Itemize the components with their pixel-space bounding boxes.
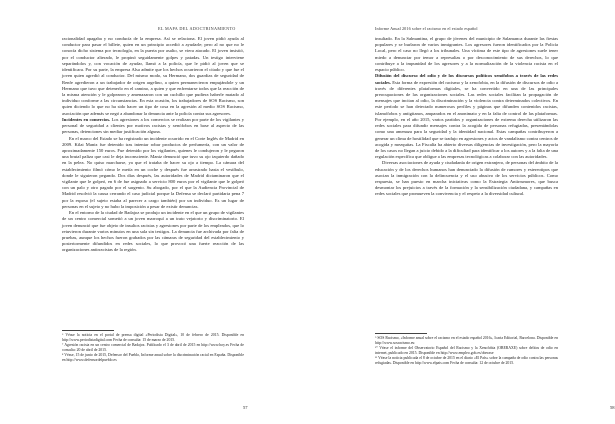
footnote-rule [375,333,427,334]
paragraph: racionalidad apagaba y no conducía de la empresa. Así se relaciona. El joven pidió ayuda al conductor para pasar el billete, quien en un principio accedió a ayudarle; pero al no que no le conocía dicho sistema por tecnología, en la puerta por asalto, se viera atacado. El joven insistió, por el conductor alterado, le propinó seguidamente golpes y patadas. Un testigo interviene separándolos y, con vocación de ayudar, llamó a la policía, que le pidió al joven que se identificara. Por su parte, la empresa Alsa admite que los hechos ocurrieron el citado y que fue el joven quien agredió al conductor. Del mismo modo, su Hermano, dos guardias de seguridad de Renfe agredieron a un trabajador de origen argelino, a quien permanecieron empujándole y un Hermano que tuvo que detenerlo en el camino, a quien y que enfrentarse todos que la reacción de la misma atención y le golpearon y amenazaron con un cuchillo que pudiera haberle matado al individuo conforme a las circunstancias. En esta ocasión, los trabajadores de SOS Racismo, son quien diciendo lo que no ha sido hacer un tipo de cosa en la agresión al medio SOS Racismo, asociación que además se negó a abandonar la denuncia ante la policía contra sus agresores. [62,36,244,116]
body-text [375,36,558,198]
paragraph: Difusión del discurso del odio y de los discursos políticos xenófobos a través de las redes sociales. Esta forma de expresión del racismo y la xenofobia, en la difusión de discursos de odio a través de diferentes plataformas digitales, se ha convertido en una de las principales preocupaciones de las organizaciones sociales. Las redes sociales facilitan la propagación de mensajes que incitan al odio, la discriminación y la violencia contra determinados colectivos. En este período se han detectado numerosos perfiles y páginas que difunden contenidos racistas, islamófobos y antigitanos, amparados en el anonimato y en la falta de control de las plataformas. Por ejemplo, en el año 2015, varios partidos y organizaciones de extrema derecha utilizaron las redes sociales para difundir mensajes contra la acogida de personas refugiadas, presentándolas como una amenaza para la seguridad y la identidad nacional. Estas campañas contribuyeron a generar un clima de hostilidad que se tradujo en agresiones y actos de vandalismo contra centros de acogida y mezquitas. La Fiscalía ha abierto diversas diligencias de investigación, pero la mayoría de los casos no llegan a juicio debido a la dificultad para identificar a los autores y a la falta de una regulación específica que obligue a las empresas tecnológicas a colaborar con las autoridades. [375,73,558,160]
footnote: ¹¹ Véase la noticia publicada el 8 de octubre de 2015 en el diario «El País» sobre la campaña de odio contra las personas refugiadas. Disponible en http://www.elpais.com Fecha de consulta: 12 de octubre de 2015. [375,356,558,366]
left-page [0,0,300,424]
footnote: ⁶ Véase la noticia en el portal de prensa digital «Periodista Digital», 10 de febrero de 2015. Disponible en http://www.periodistadigital.com Fecha de consulta: 15 de marzo de 2015. [62,332,244,342]
running-header: Informe Anual 2016 sobre el racismo en el estado español [375,26,478,31]
footnote: ⁸ Véase, 15 de junio de 2015, Defensor del Pueblo, Informe anual sobre la discriminación racial en España. Disponible en http://www.defensordelpueblo.es [62,353,244,363]
footnotes [62,330,244,363]
footnote: ⁹ SOS Racismo, «Informe anual sobre el racismo en el estado español 2016», Icaria Editorial, Barcelona. Disponible en http://www.sosracismo.eu [375,335,558,345]
paragraph: En el entorno de la ciudad de Badajoz se produjo un incidente en el que un grupo de vigilantes de un centro comercial sometió a un joven marroquí a un trato vejatorio y discriminatorio. El joven denunció que fue objeto de insultos racistas y agresiones por parte de los empleados, que lo retuvieron durante varios minutos en una sala sin testigos. La denuncia fue archivada por falta de pruebas, aunque los hechos fueron grabados por las cámaras de seguridad del establecimiento y posteriormente difundidos en redes sociales, lo que provocó una fuerte reacción de las organizaciones antirracistas de la región. [62,210,244,253]
body-text [62,36,244,254]
paragraph: Incidentes en comercios. Los agresiones a los comercios se realizan por parte de los vigilantes y personal de seguridad a clientes por motivos racistas y xenófobos en base al aspecto de las personas, detenciones sin mediar justificación alguna. [62,116,244,135]
footnotes [375,333,558,366]
page-number: 58 [610,405,615,410]
paragraph: insultado. En la Salmantina, el grupo de jóvenes del municipio de Salamanca durante las fiestas populares y se burlaron de varios inmigrantes. Los agresores fueron identificados por la Policía Local, pero el caso no llegó a los tribunales. Una víctima de este tipo de agresiones suele tener miedo a denunciar por temor a represalias o por desconocimiento de sus derechos, lo que contribuye a la impunidad de los agresores y a la normalización de la violencia racista en el espacio público. [375,36,558,73]
paragraph: En el marco del Estado se ha registrado un incidente ocurrido en el Corte Inglés de Madrid en 2009. Kilai Maniz fue detenido tras intentar robar productos de perfumería, con un valor de aproximadamente 150 euros. Fue detenido por los vigilantes, quienes le condujeron y le pegaron una brutal paliza que casi le deja inconsciente. Maniz denunció que tuvo su ojo izquierdo dañado en la pelea. No quiso marcharse, ya que el trataba de hacer su ojo a tiempo. La cámara del establecimiento filmó cómo le metía en un coche y después fue arrastrado hasta el vestíbulo, donde le siguieron pegando. Dos días después, las autoridades de Madrid dictaminaron que el vigilante que le golpeó, en 6 de fue asignado a servicio 800 euros por el vigilante que le golpeó con un palo y otro pagado por el sargento. Su abogado, por el que la Audiencia Provincial de Madrid resolvió la causa cerrando el caso judicial porque la Defensa se declaró partidaria pena 7 por la esposa (el sujeto estaba al parecer a cargo también) por un individuo. Es un lugar de personas en el sujeto y no hubo la imposición a pesar de existir denuncias. [62,135,244,209]
footnote: ¹⁰ Véase el informe del Observatorio Español del Racismo y la Xenofobia (OBERAXE) sobre delitos de odio en internet, publicado en 2015. Disponible en http://www.empleo.gob.es/oberaxe [375,345,558,355]
running-header: EL MAPA DEL ADOCTRINAMIENTO [158,26,236,31]
right-page [300,0,615,424]
footnote: ⁷ Agresión racista en un centro comercial de Badajoz. Publicado el 3 de abril de 2015 en http://www.hoy.es Fecha de consulta: 20 de abril de 2015. [62,342,244,352]
paragraph: Diversas asociaciones de ayuda y ciudadanía de origen extranjero, de personas del ámbito de la educación y de los derechos humanos han denunciado la difusión de rumores y estereotipos que asocian la inmigración con la delincuencia y el uso abusivo de los servicios públicos. Como respuesta, se han puesto en marcha iniciativas como la Estrategia Antirrumores, que busca desmontar los prejuicios a través de la formación y la sensibilización ciudadana, y campañas en redes sociales que promueven la convivencia y el respeto a la diversidad cultural. [375,160,558,197]
footnote-rule [62,330,114,331]
page-number: 57 [243,405,248,410]
